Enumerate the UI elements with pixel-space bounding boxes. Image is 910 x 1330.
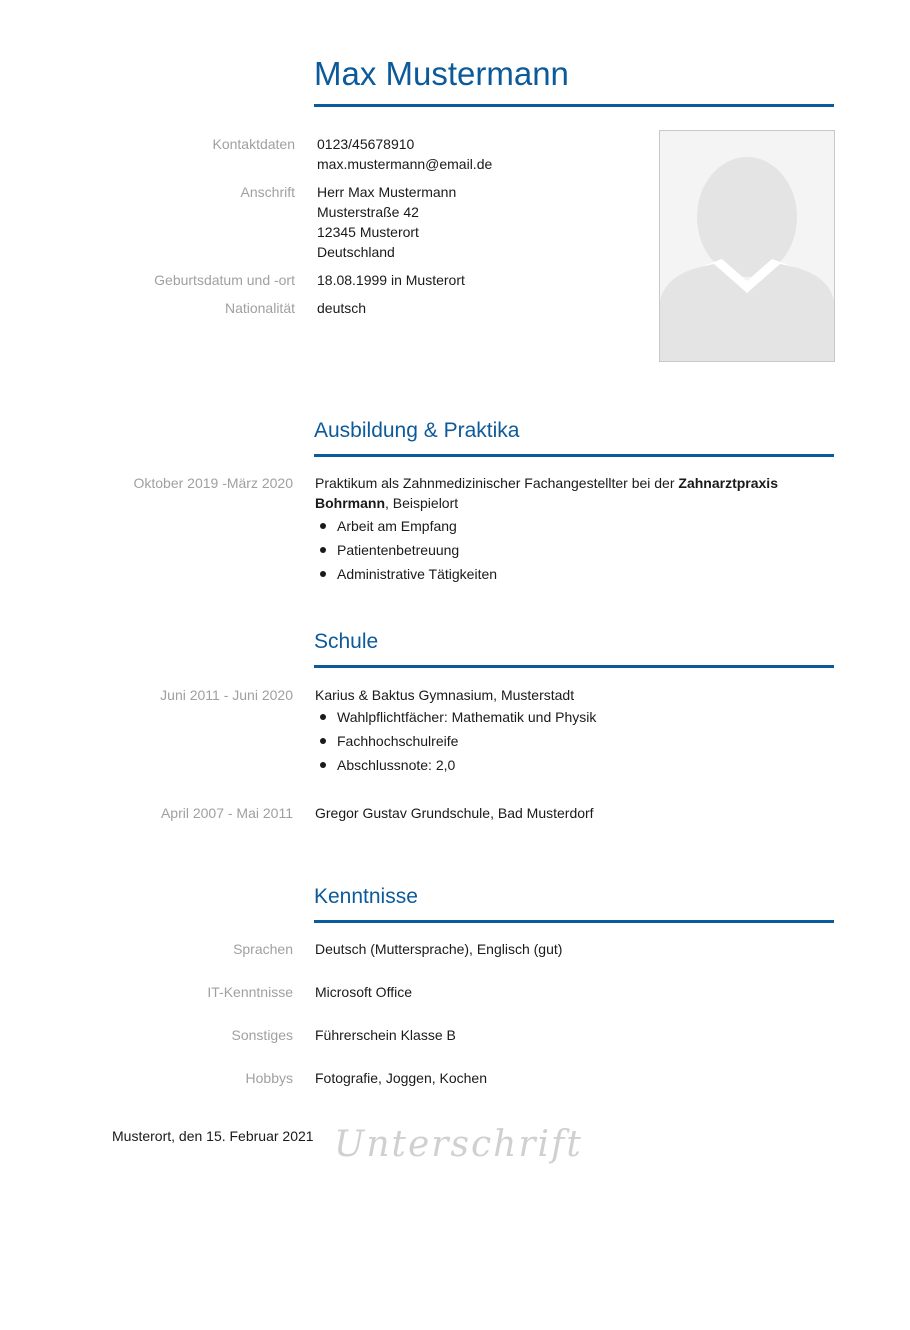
entry-text: Praktikum als Zahnmedizinischer Fachangestellter bei der [315,475,679,491]
skill-label: Hobbys [245,1070,293,1086]
title-divider [314,104,834,107]
contact-label: Kontaktdaten [212,136,295,152]
section-title-school: Schule [314,630,379,653]
address-label: Anschrift [240,184,295,200]
list-item: Fachhochschulreife [315,729,596,753]
phone-value: 0123/45678910 [317,136,415,152]
address-line: Deutschland [317,244,395,260]
birth-label: Geburtsdatum und -ort [154,272,295,288]
entry-description [315,473,778,493]
skill-value: Microsoft Office [315,984,412,1000]
nationality-value: deutsch [317,300,367,316]
birth-value: 18.08.1999 in Musterort [317,272,465,288]
section-divider [314,920,834,923]
email-value: max.mustermann@email.de [317,156,493,172]
nationality-label: Nationalität [224,300,295,316]
list-item: Abschlussnote: 2,0 [315,753,596,777]
entry-description-cont [315,493,458,513]
list-item: Wahlpflichtfächer: Mathematik und Physik [315,705,596,729]
entry-date: April 2007 - Mai 2011 [160,805,293,821]
entry-description: Gregor Gustav Grundschule, Bad Musterdorf [315,805,594,821]
entry-date: Juni 2011 - Juni 2020 [160,687,293,703]
section-divider [314,665,834,668]
entry-bullets [315,514,497,586]
profile-photo [659,130,835,362]
skill-label: Sonstiges [231,1027,293,1043]
entry-description: Karius & Baktus Gymnasium, Musterstadt [315,687,575,703]
signature: Unterschrift [334,1124,583,1165]
skill-value: Fotografie, Joggen, Kochen [315,1070,488,1086]
section-divider [314,454,834,457]
company-name: Zahnarztpraxis [678,475,778,491]
place-date: Musterort, den 15. Februar 2021 [112,1128,314,1144]
company-name: Bohrmann [315,495,385,511]
list-item: Administrative Tätigkeiten [315,562,497,586]
page-title: Max Mustermann [314,55,569,92]
address-line: Musterstraße 42 [317,204,419,220]
address-line: 12345 Musterort [317,224,419,240]
entry-bullets [315,705,596,777]
section-title-skills: Kenntnisse [314,885,418,908]
entry-text: , Beispielort [385,495,459,511]
skill-label: IT-Kenntnisse [207,984,293,1000]
list-item: Arbeit am Empfang [315,514,497,538]
section-title-education: Ausbildung & Praktika [314,419,520,442]
skill-value: Deutsch (Muttersprache), Englisch (gut) [315,941,563,957]
person-silhouette-icon [660,131,834,361]
list-item: Patientenbetreuung [315,538,497,562]
skill-value: Führerschein Klasse B [315,1027,456,1043]
address-line: Herr Max Mustermann [317,184,457,200]
skill-label: Sprachen [233,941,293,957]
entry-date: Oktober 2019 -März 2020 [133,475,293,491]
